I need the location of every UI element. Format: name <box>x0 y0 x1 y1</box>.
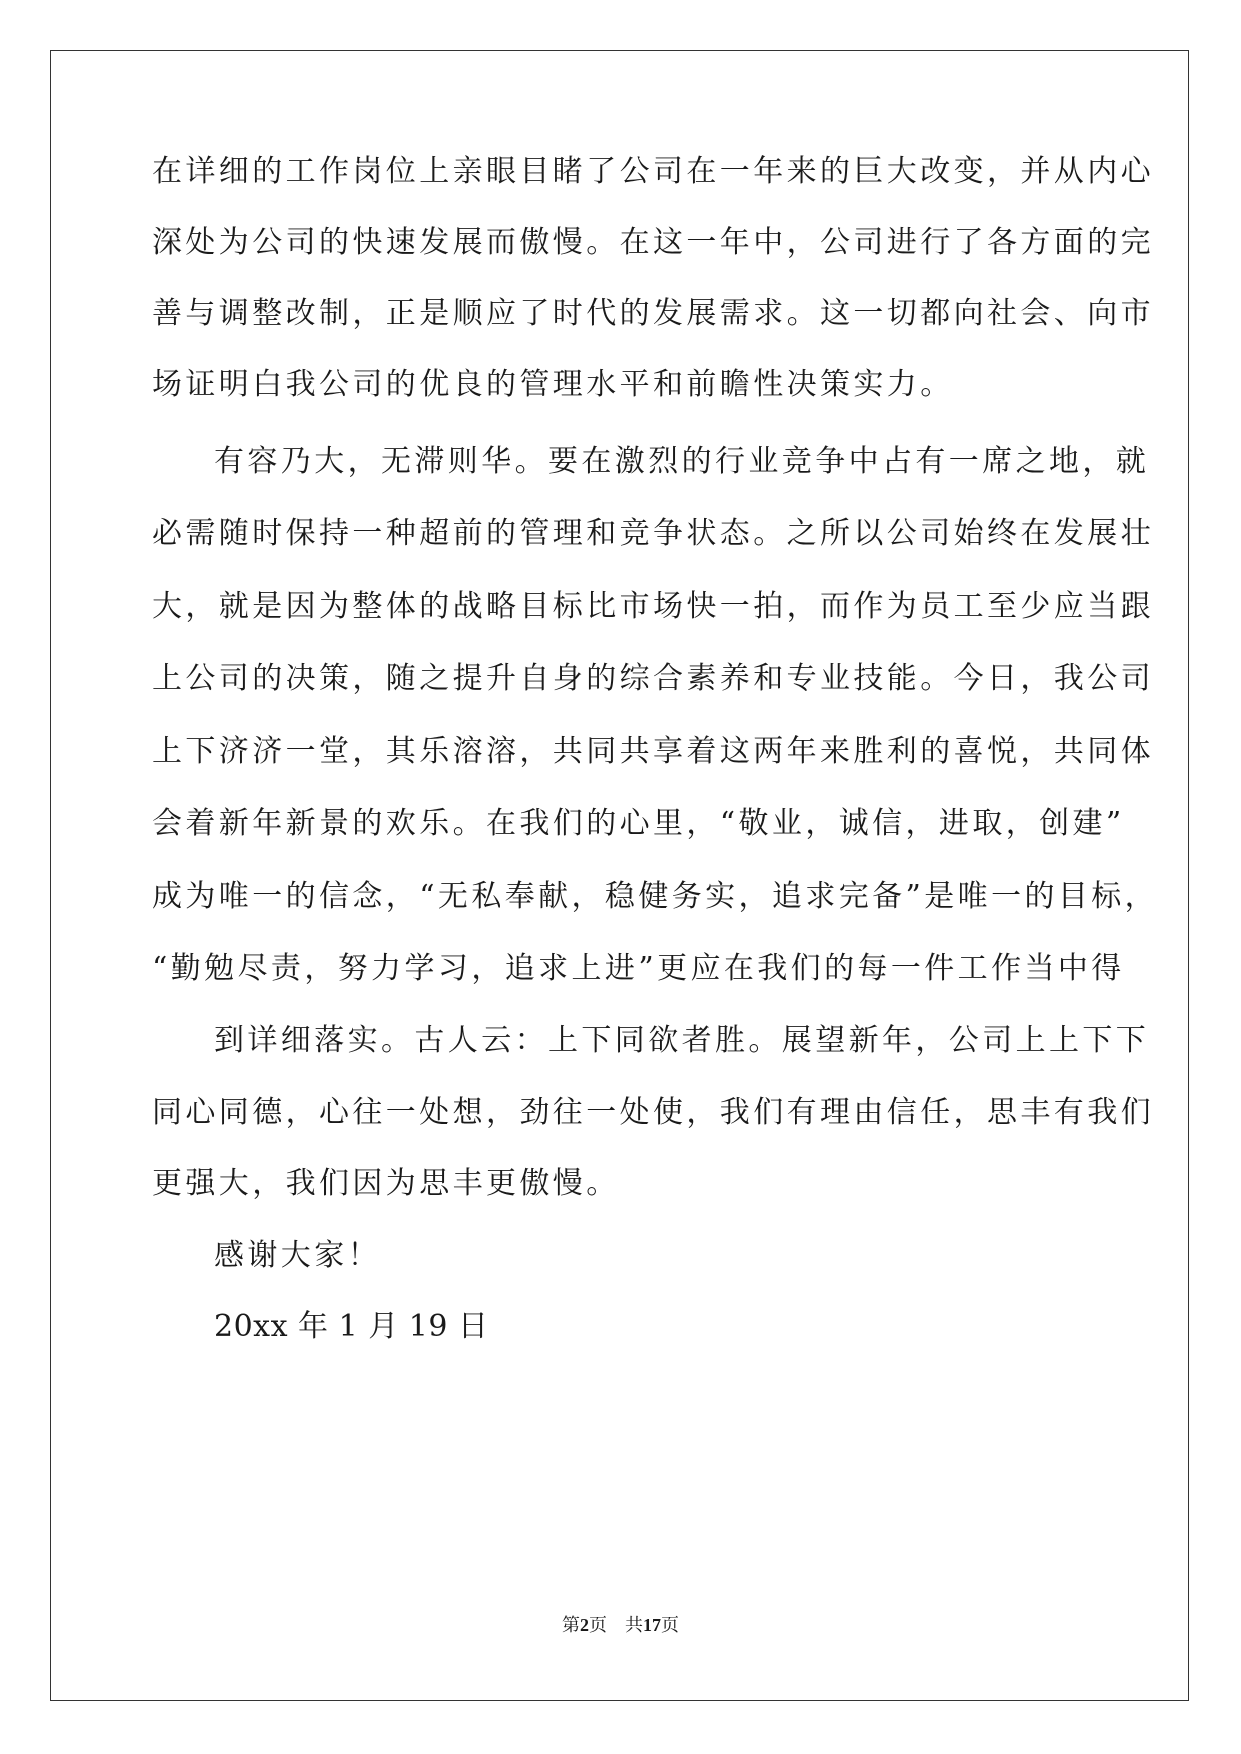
document-date: 20xx 年 1 月 19 日 <box>214 1309 489 1344</box>
footer-total-suffix: 页 <box>661 1615 679 1635</box>
footer-total-prefix: 共 <box>625 1615 643 1635</box>
footer-total-pages: 17 <box>643 1615 661 1635</box>
paragraph-line: 深处为公司的快速发展而傲慢。在这一年中，公司进行了各方面的完 <box>152 225 1154 260</box>
paragraph-line: 场证明白我公司的优良的管理水平和前瞻性决策实力。 <box>152 367 954 402</box>
paragraph-line: 有容乃大，无滞则华。要在激烈的行业竞争中占有一席之地，就 <box>214 444 1150 479</box>
footer-page-suffix: 页 <box>589 1615 607 1635</box>
paragraph-line: 到详细落实。古人云：上下同欲者胜。展望新年，公司上上下下 <box>214 1023 1150 1058</box>
paragraph-line: 成为唯一的信念，“无私奉献，稳健务实，追求完备”是唯一的目标， <box>152 879 1159 914</box>
page-footer <box>0 1613 1241 1637</box>
paragraph-line: 会着新年新景的欢乐。在我们的心里，“敬业，诚信，进取，创建” <box>152 806 1125 841</box>
paragraph-line: 上下济济一堂，其乐溶溶，共同共享着这两年来胜利的喜悦，共同体 <box>152 734 1154 769</box>
footer-prefix: 第 <box>562 1615 580 1635</box>
paragraph-line: 大，就是因为整体的战略目标比市场快一拍，而作为员工至少应当跟 <box>152 589 1154 624</box>
paragraph-line: 上公司的决策，随之提升自身的综合素养和专业技能。今日，我公司 <box>152 661 1154 696</box>
paragraph-line: 更强大，我们因为思丰更傲慢。 <box>152 1166 620 1201</box>
paragraph-line: “勤勉尽责，努力学习，追求上进”更应在我们的每一件工作当中得 <box>152 951 1125 986</box>
paragraph-line: 必需随时保持一种超前的管理和竞争状态。之所以公司始终在发展壮 <box>152 516 1154 551</box>
footer-page-number: 2 <box>580 1615 589 1635</box>
closing-thanks: 感谢大家！ <box>214 1238 381 1273</box>
paragraph-line: 同心同德，心往一处想，劲往一处使，我们有理由信任，思丰有我们 <box>152 1095 1154 1130</box>
paragraph-line: 在详细的工作岗位上亲眼目睹了公司在一年来的巨大改变，并从内心 <box>152 154 1154 189</box>
paragraph-line: 善与调整改制，正是顺应了时代的发展需求。这一切都向社会、向市 <box>152 296 1154 331</box>
